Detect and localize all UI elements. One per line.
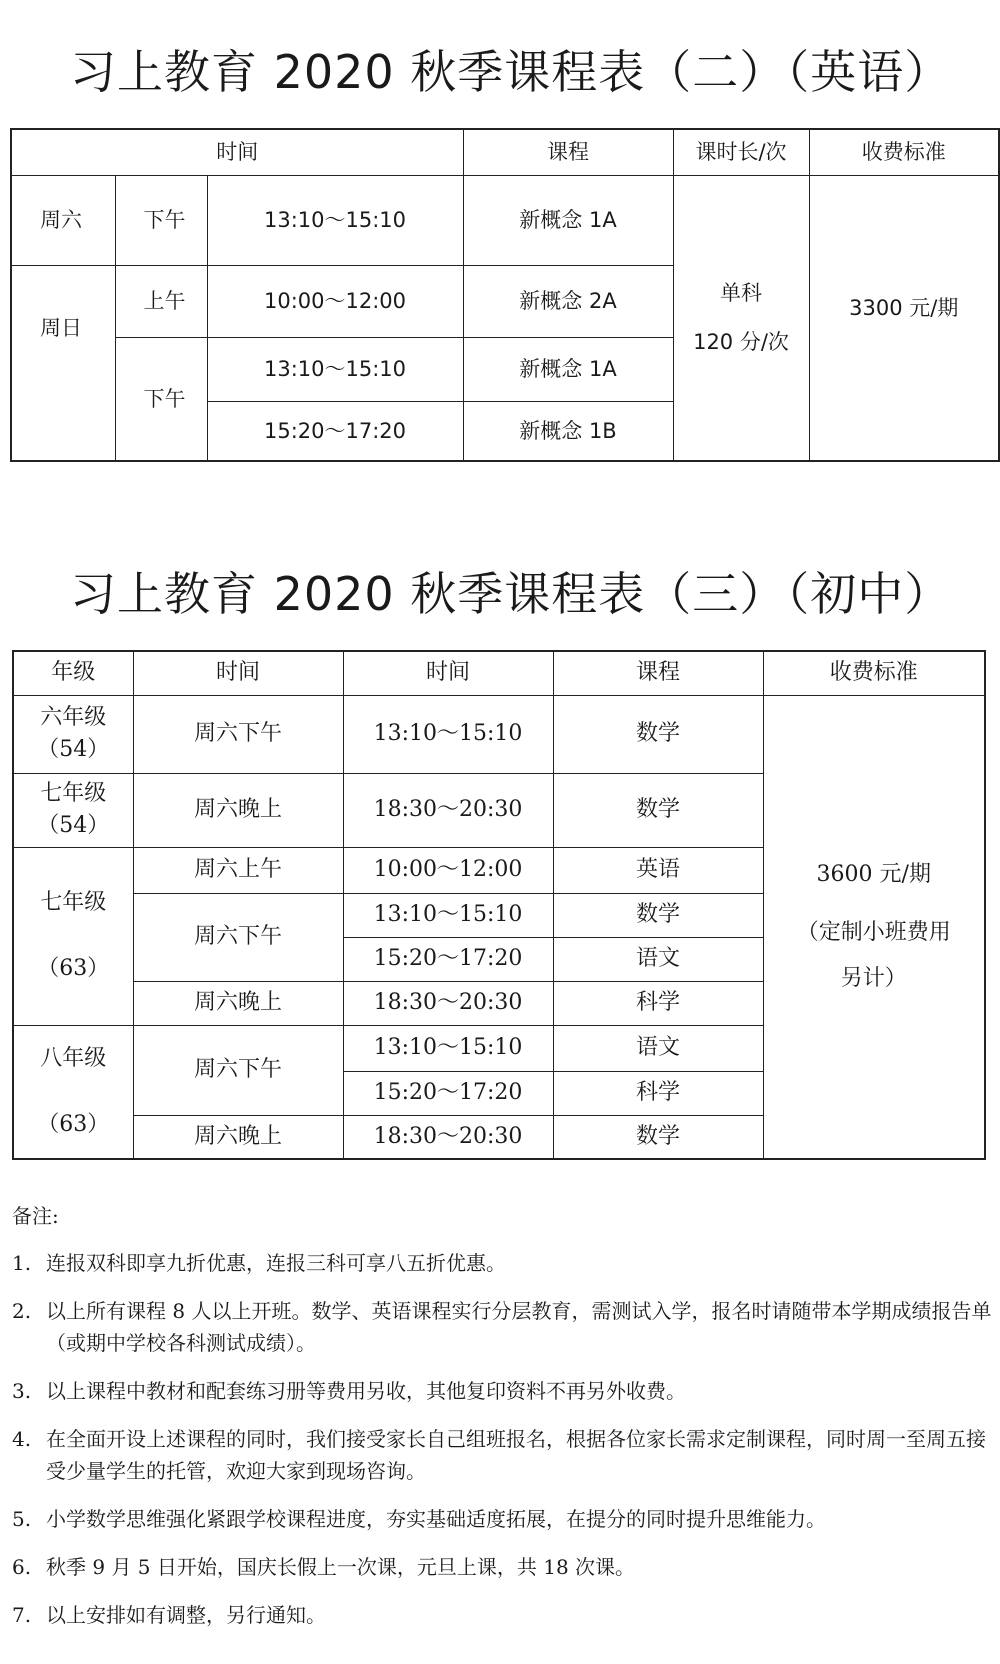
header-grade: 年级 — [13, 651, 133, 695]
slot-cell: 周六上午 — [133, 847, 343, 893]
duration-line: 单科 — [720, 281, 762, 306]
time-cell: 18:30～20:30 — [343, 773, 553, 847]
fee-cell: 3300 元/期 — [809, 175, 999, 461]
course-cell: 科学 — [553, 981, 763, 1025]
note-item — [12, 1503, 992, 1535]
course-cell: 科学 — [553, 1071, 763, 1115]
table-header-row — [13, 651, 985, 695]
note-text: 连报双科即享九折优惠，连报三科可享八五折优惠。 — [46, 1251, 506, 1275]
course-cell: 数学 — [553, 893, 763, 937]
note-text: 以上课程中教材和配套练习册等费用另收，其他复印资料不再另外收费。 — [46, 1379, 686, 1403]
course-cell: 英语 — [553, 847, 763, 893]
grade-count: （63） — [37, 956, 110, 981]
notes-title: 备注: — [12, 1204, 59, 1228]
note-number: 1. — [12, 1251, 32, 1275]
middle-school-schedule-table — [12, 650, 986, 1160]
grade-count: （54） — [37, 737, 110, 762]
note-text: 以上所有课程 8 人以上开班。数学、英语课程实行分层教育，需测试入学，报名时请随带本学期成绩报告单（或期中学校各科测试成绩）。 — [46, 1299, 992, 1355]
slot-cell: 周六下午 — [133, 695, 343, 773]
note-item — [12, 1247, 992, 1279]
notes-section — [12, 1200, 992, 1647]
header-course: 课程 — [463, 129, 673, 175]
course-cell: 数学 — [553, 773, 763, 847]
note-item — [12, 1375, 992, 1407]
fee-cell — [763, 695, 985, 1159]
course-cell: 语文 — [553, 1025, 763, 1071]
period-cell: 下午 — [115, 337, 207, 461]
note-item — [12, 1295, 992, 1359]
period-cell: 上午 — [115, 265, 207, 337]
header-time: 时间 — [133, 651, 343, 695]
note-text: 秋季 9 月 5 日开始，国庆长假上一次课，元旦上课，共 18 次课。 — [46, 1555, 636, 1579]
slot-cell: 周六晚上 — [133, 1115, 343, 1159]
time-cell: 13:10～15:10 — [207, 175, 463, 265]
time-cell: 15:20～17:20 — [343, 1071, 553, 1115]
note-text: 以上安排如有调整，另行通知。 — [46, 1603, 326, 1627]
note-number: 4. — [12, 1427, 32, 1451]
course-cell: 语文 — [553, 937, 763, 981]
english-schedule-table — [10, 128, 1000, 462]
note-number: 2. — [12, 1299, 32, 1323]
time-cell: 18:30～20:30 — [343, 981, 553, 1025]
time-cell: 10:00～12:00 — [207, 265, 463, 337]
grade-name: 七年级 — [40, 890, 107, 916]
header-fee: 收费标准 — [809, 129, 999, 175]
note-item — [12, 1599, 992, 1631]
course-cell: 数学 — [553, 695, 763, 773]
grade-cell — [13, 847, 133, 1025]
header-fee: 收费标准 — [763, 651, 985, 695]
grade-cell — [13, 773, 133, 847]
note-item — [12, 1423, 992, 1487]
note-text: 小学数学思维强化紧跟学校课程进度，夯实基础适度拓展，在提分的同时提升思维能力。 — [46, 1507, 826, 1531]
time-cell: 15:20～17:20 — [207, 401, 463, 461]
course-cell: 新概念 1B — [463, 401, 673, 461]
grade-cell — [13, 1025, 133, 1159]
time-cell: 10:00～12:00 — [343, 847, 553, 893]
slot-cell: 周六晚上 — [133, 981, 343, 1025]
day-cell: 周六 — [11, 175, 115, 265]
note-item — [12, 1551, 992, 1583]
grade-count: （54） — [37, 813, 110, 838]
time-cell: 13:10～15:10 — [343, 1025, 553, 1071]
grade-name: 七年级 — [40, 781, 107, 807]
note-number: 7. — [12, 1603, 32, 1627]
time-cell: 13:10～15:10 — [343, 695, 553, 773]
course-cell: 新概念 1A — [463, 337, 673, 401]
time-cell: 13:10～15:10 — [343, 893, 553, 937]
day-cell: 周日 — [11, 265, 115, 461]
grade-name: 六年级 — [40, 705, 107, 731]
header-duration: 课时长/次 — [673, 129, 809, 175]
slot-cell: 周六下午 — [133, 1025, 343, 1115]
table-row — [11, 175, 999, 265]
table-header-row — [11, 129, 999, 175]
note-number: 6. — [12, 1555, 32, 1579]
period-cell: 下午 — [115, 175, 207, 265]
course-cell: 新概念 1A — [463, 175, 673, 265]
note-number: 5. — [12, 1507, 32, 1531]
fee-line: 另计） — [840, 965, 907, 991]
note-number: 3. — [12, 1379, 32, 1403]
header-time: 时间 — [343, 651, 553, 695]
grade-name: 八年级 — [40, 1045, 107, 1071]
time-cell: 15:20～17:20 — [343, 937, 553, 981]
course-cell: 数学 — [553, 1115, 763, 1159]
fee-line: 3600 元/期 — [816, 861, 931, 887]
table-row — [13, 695, 985, 773]
grade-cell — [13, 695, 133, 773]
middle-school-schedule-title: 习上教育 2020 秋季课程表（三）（初中） — [70, 567, 952, 621]
note-text: 在全面开设上述课程的同时，我们接受家长自己组班报名，根据各位家长需求定制课程，同时周一至周五接受少量学生的托管，欢迎大家到现场咨询。 — [46, 1427, 986, 1483]
fee-line: （定制小班费用 — [796, 919, 951, 945]
duration-line: 120 分/次 — [693, 329, 789, 354]
slot-cell: 周六下午 — [133, 893, 343, 981]
grade-count: （63） — [37, 1111, 110, 1137]
course-cell: 新概念 2A — [463, 265, 673, 337]
duration-cell — [673, 175, 809, 461]
slot-cell: 周六晚上 — [133, 773, 343, 847]
time-cell: 18:30～20:30 — [343, 1115, 553, 1159]
header-time: 时间 — [11, 129, 463, 175]
header-course: 课程 — [553, 651, 763, 695]
time-cell: 13:10～15:10 — [207, 337, 463, 401]
english-schedule-title: 习上教育 2020 秋季课程表（二）（英语） — [70, 45, 952, 99]
